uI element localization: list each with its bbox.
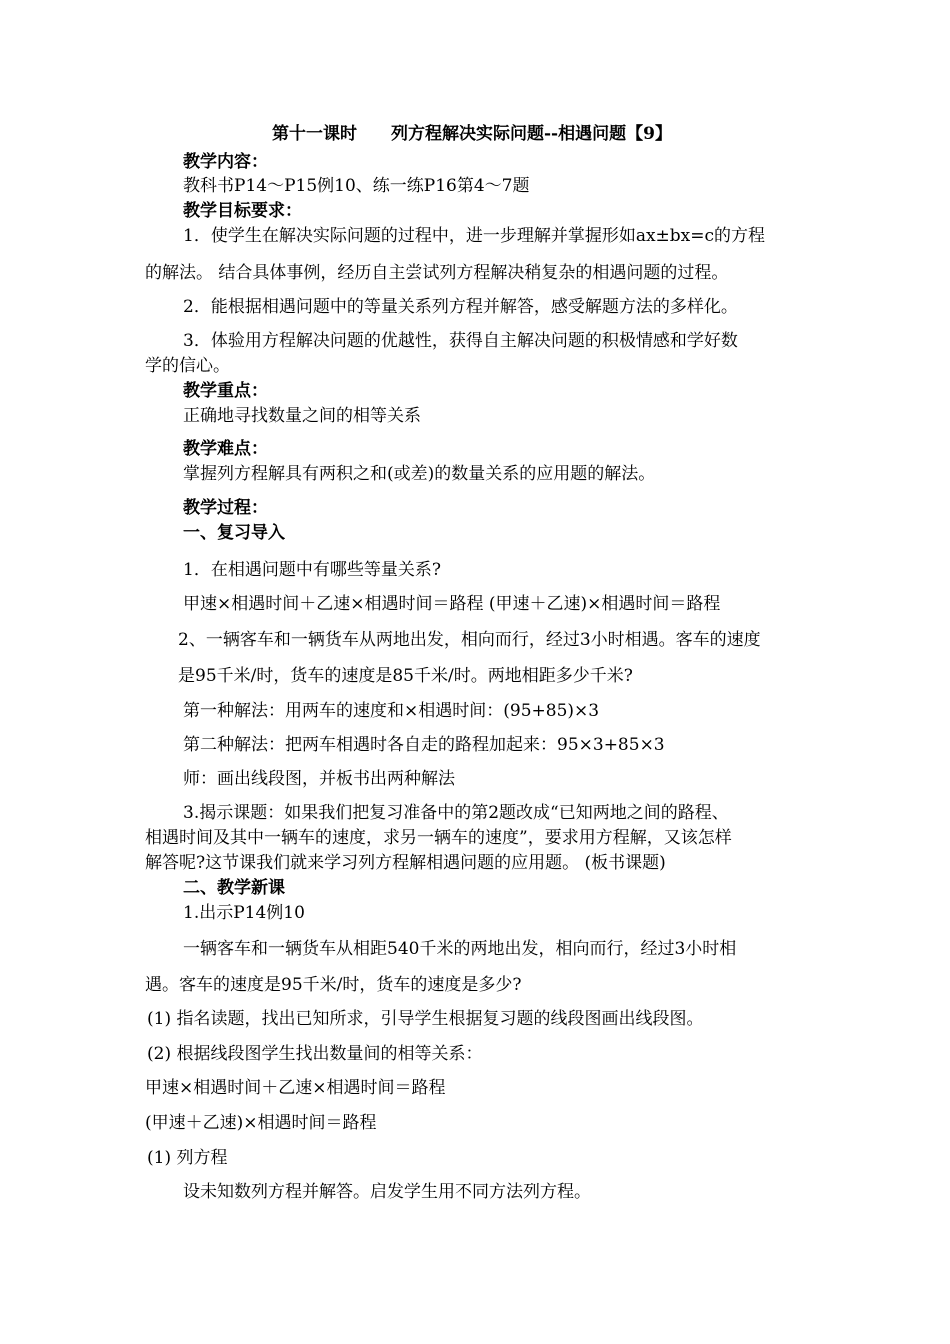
example-show: 1.出示P14例10: [183, 903, 305, 923]
step-1: (1) 指名读题，找出已知所求，引导学生根据复习题的线段图画出线段图。: [147, 1009, 704, 1029]
method-2: 第二种解法：把两车相遇时各自走的路程加起来：95×3+85×3: [183, 735, 665, 755]
example-line-2: 遇。客车的速度是95千米/时，货车的速度是多少?: [145, 975, 522, 995]
goal-3-line-2: 学的信心。: [145, 356, 230, 376]
example-line-1: 一辆客车和一辆货车从相距540千米的两地出发，相向而行，经过3小时相: [183, 939, 737, 959]
goal-2: 2．能根据相遇问题中的等量关系列方程并解答，感受解题方法的多样化。: [183, 297, 738, 317]
step-3: (1) 列方程: [147, 1148, 228, 1168]
difficulty-heading: 教学难点：: [183, 439, 268, 459]
reveal-line-3: 解答呢?这节课我们就来学习列方程解相遇问题的应用题。 (板书课题): [145, 853, 666, 873]
relation-1: 甲速×相遇时间＋乙速×相遇时间＝路程: [145, 1078, 446, 1098]
content-text: 教科书P14～P15例10、练一练P16第4～7题: [183, 176, 530, 196]
content-heading: 教学内容：: [183, 152, 268, 172]
goals-heading: 教学目标要求：: [183, 201, 302, 221]
method-1: 第一种解法：用两车的速度和×相遇时间：(95+85)×3: [183, 701, 600, 721]
step-3-text: 设未知数列方程并解答。启发学生用不同方法列方程。: [183, 1182, 591, 1202]
review-question-2-line-2: 是95千米/时，货车的速度是85千米/时。两地相距多少千米?: [178, 666, 633, 686]
section-2-heading: 二、教学新课: [183, 878, 285, 898]
difficulty-text: 掌握列方程解具有两积之和(或差)的数量关系的应用题的解法。: [183, 464, 656, 484]
goal-1-line-1: 1．使学生在解决实际问题的过程中，进一步理解并掌握形如ax±bx=c的方程: [183, 226, 766, 246]
teacher-note: 师：画出线段图，并板书出两种解法: [183, 769, 455, 789]
key-heading: 教学重点：: [183, 381, 268, 401]
section-1-heading: 一、复习导入: [183, 523, 285, 543]
reveal-line-1: 3.揭示课题：如果我们把复习准备中的第2题改成“已知两地之间的路程、: [183, 803, 729, 823]
step-2: (2) 根据线段图学生找出数量间的相等关系：: [147, 1044, 483, 1064]
goal-1-line-2: 的解法。 结合具体事例，经历自主尝试列方程解决稍复杂的相遇问题的过程。: [145, 263, 729, 283]
relation-2: (甲速＋乙速)×相遇时间＝路程: [145, 1113, 377, 1133]
key-text: 正确地寻找数量之间的相等关系: [183, 406, 421, 426]
document-title: 第十一课时 列方程解决实际问题--相遇问题【9】: [272, 124, 672, 144]
reveal-line-2: 相遇时间及其中一辆车的速度，求另一辆车的速度”，要求用方程解，又该怎样: [145, 828, 732, 848]
review-question-1: 1．在相遇问题中有哪些等量关系?: [183, 560, 441, 580]
review-answer-1: 甲速×相遇时间＋乙速×相遇时间＝路程 (甲速＋乙速)×相遇时间＝路程: [183, 594, 721, 614]
process-heading: 教学过程：: [183, 498, 268, 518]
review-question-2-line-1: 2、一辆客车和一辆货车从两地出发，相向而行，经过3小时相遇。客车的速度: [178, 630, 761, 650]
goal-3-line-1: 3．体验用方程解决问题的优越性，获得自主解决问题的积极情感和学好数: [183, 331, 738, 351]
